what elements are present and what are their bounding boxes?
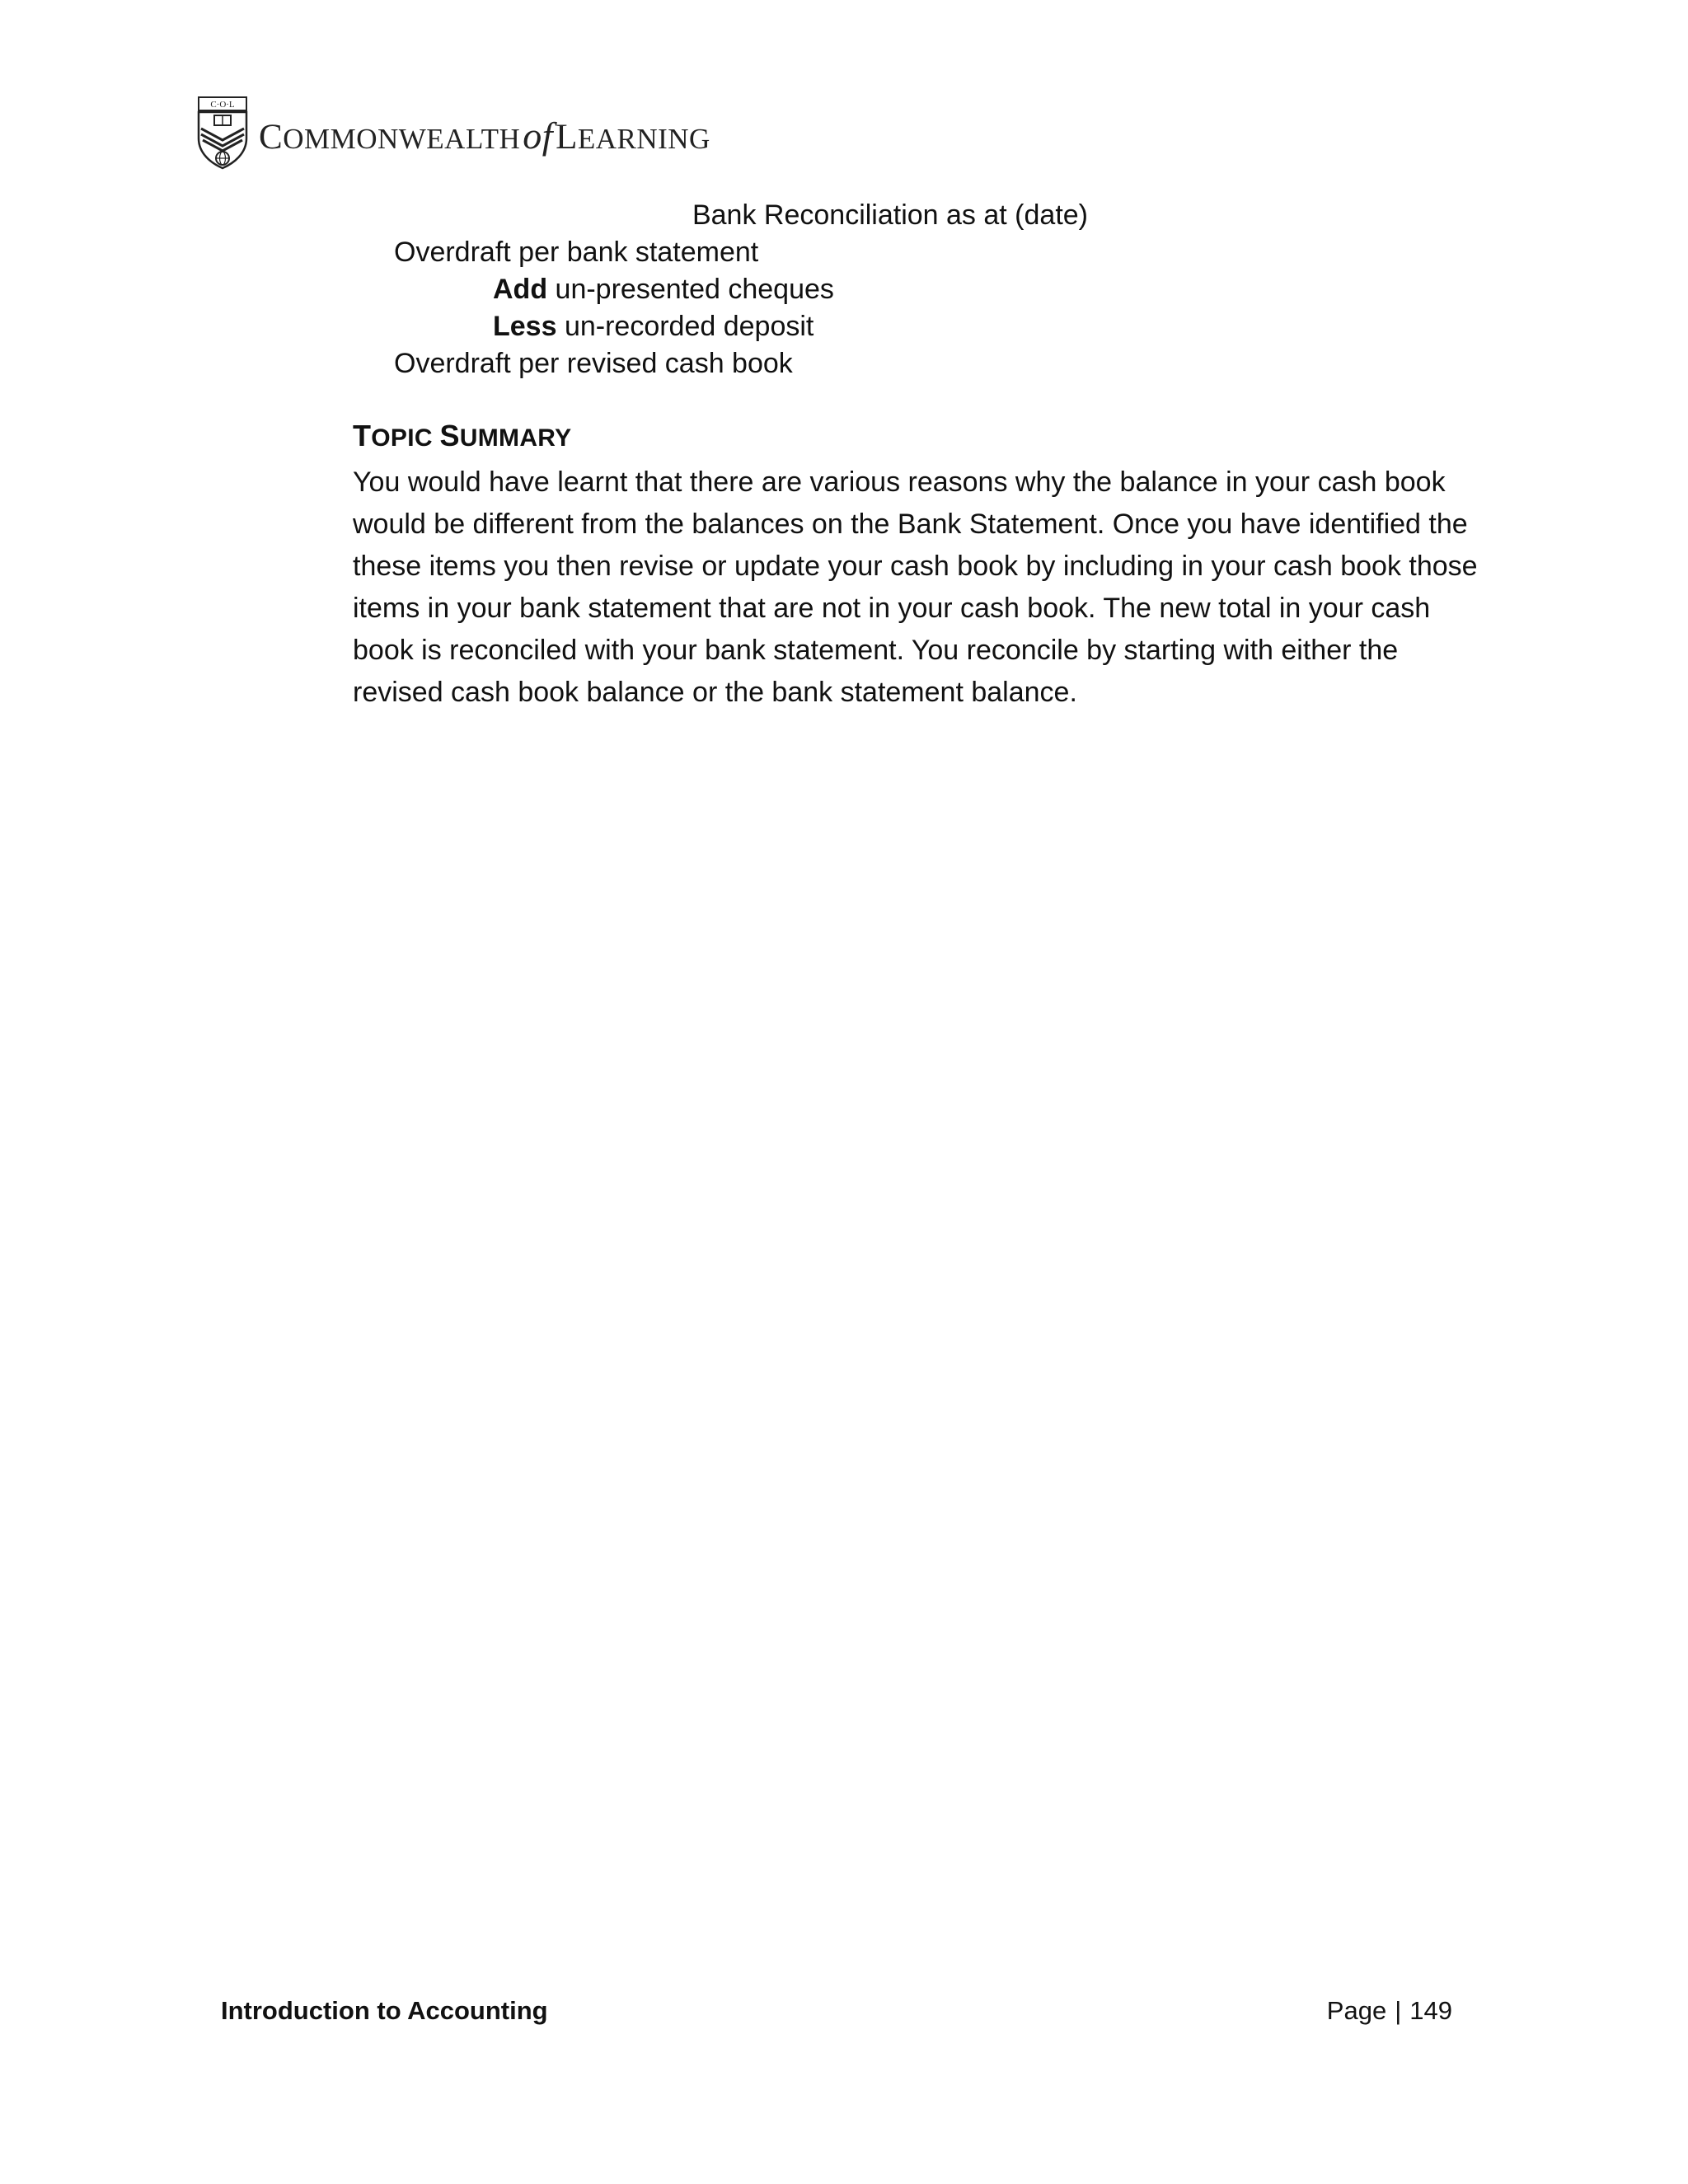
commonwealth-of-learning-logo	[196, 95, 710, 171]
summary-line: You would have learnt that there are various reasons why the balance in your cash book	[353, 466, 1446, 498]
reconciliation-line: Add un-presented cheques	[493, 274, 834, 305]
footer-course-title: Introduction to Accounting	[221, 1996, 548, 2025]
reconciliation-title: Bank Reconciliation as at (date)	[692, 199, 1089, 231]
reconciliation-line: Overdraft per bank statement	[394, 237, 759, 268]
summary-line: items in your bank statement that are not in your cash book. The new total in your cash	[353, 593, 1431, 624]
summary-line: would be different from the balances on the Bank Statement. Once you have identified the	[353, 509, 1468, 540]
footer-page-number: Page | 149	[1326, 1996, 1452, 2025]
svg-text:C·O·L: C·O·L	[210, 100, 235, 110]
reconciliation-line: Less un-recorded deposit	[493, 311, 814, 342]
reconciliation-line: Overdraft per revised cash book	[394, 348, 793, 379]
summary-line: revised cash book balance or the bank statement balance.	[353, 677, 1077, 708]
summary-line: book is reconciled with your bank statement. You reconcile by starting with either the	[353, 635, 1399, 666]
col-shield-icon	[196, 96, 249, 170]
topic-summary-paragraph	[353, 462, 1507, 714]
logo-wordmark: COMMONWEALTHofLEARNING	[259, 115, 710, 157]
summary-line: these items you then revise or update your cash book by including in your cash book those	[353, 551, 1478, 582]
topic-summary-heading: TOPIC SUMMARY	[353, 419, 572, 452]
